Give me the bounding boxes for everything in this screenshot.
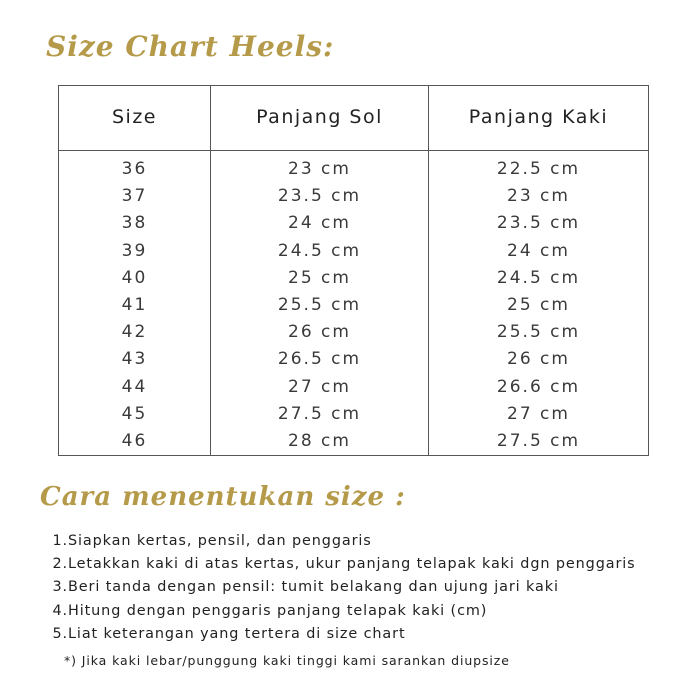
- step-text: Beri tanda dengan pensil: tumit belakang dan ujung jari kaki: [68, 579, 559, 596]
- page-title: Size Chart Heels:: [46, 30, 335, 63]
- sole-length-cell: 25 cm: [288, 267, 351, 288]
- size-cell: 41: [121, 294, 148, 315]
- step-number: 3.: [52, 579, 68, 596]
- size-cell: 40: [121, 267, 148, 288]
- instruction-step: [50, 600, 636, 623]
- size-cell: 46: [121, 430, 148, 451]
- sole-length-cell: 27.5 cm: [277, 403, 362, 424]
- size-cell: 45: [121, 403, 148, 424]
- foot-length-cell: 26 cm: [507, 349, 570, 370]
- foot-length-cell: 26.6 cm: [496, 376, 581, 397]
- sole-length-cell: 24 cm: [288, 213, 351, 234]
- sole-length-cell: 25.5 cm: [277, 294, 362, 315]
- sole-length-cell: 28 cm: [288, 430, 351, 451]
- step-text: Liat keterangan yang tertera di size chart: [68, 625, 406, 642]
- foot-length-cell: 25 cm: [507, 294, 570, 315]
- step-text: Siapkan kertas, pensil, dan penggaris: [68, 533, 372, 549]
- foot-length-cell: 23.5 cm: [496, 213, 581, 234]
- foot-length-cell: 27 cm: [507, 403, 570, 424]
- instruction-step: [50, 553, 636, 576]
- step-text: Letakkan kaki di atas kertas, ukur panjang telapak kaki dgn penggaris: [68, 556, 636, 573]
- size-cell: 43: [121, 349, 148, 370]
- size-cell: 44: [121, 376, 148, 397]
- foot-length-cell: 24 cm: [507, 240, 570, 261]
- sole-length-header: Panjang Sol: [256, 106, 383, 128]
- instruction-step: [50, 576, 636, 599]
- sole-length-cell: 24.5 cm: [277, 240, 362, 261]
- size-header: Size: [111, 106, 157, 128]
- instruction-step: [50, 530, 636, 553]
- sole-length-cell: 23.5 cm: [277, 186, 362, 207]
- step-number: 5.: [52, 625, 68, 642]
- sole-length-cell: 26.5 cm: [277, 349, 362, 370]
- sole-length-cell: 26 cm: [288, 322, 351, 343]
- instructions-title: Cara menentukan size :: [40, 482, 406, 512]
- sole-length-cell: 23 cm: [288, 159, 351, 179]
- foot-length-cell: 22.5 cm: [496, 159, 581, 179]
- foot-length-cell: 24.5 cm: [496, 267, 581, 288]
- size-cell: 39: [121, 240, 148, 261]
- step-text: Hitung dengan penggaris panjang telapak kaki (cm): [68, 602, 488, 619]
- sole-length-column: [211, 86, 428, 455]
- sole-length-values: [211, 156, 428, 455]
- step-number: 2.: [52, 556, 68, 573]
- foot-length-values: [429, 156, 648, 455]
- size-cell: 37: [121, 186, 148, 207]
- instruction-steps: [50, 530, 636, 646]
- foot-length-cell: 27.5 cm: [496, 430, 581, 451]
- size-values: [59, 156, 210, 455]
- foot-length-cell: 23 cm: [507, 186, 570, 207]
- footnote: *) Jika kaki lebar/punggung kaki tinggi kami sarankan diupsize: [64, 653, 510, 668]
- foot-length-column: [429, 86, 648, 455]
- step-number: 1.: [52, 533, 68, 549]
- step-number: 4.: [52, 602, 68, 619]
- foot-length-header: Panjang Kaki: [468, 106, 609, 128]
- size-cell: 36: [121, 159, 148, 179]
- size-chart-table: [58, 85, 649, 456]
- size-cell: 42: [121, 322, 148, 343]
- instruction-step: [50, 623, 636, 646]
- size-column: [59, 86, 210, 455]
- size-cell: 38: [121, 213, 148, 234]
- sole-length-cell: 27 cm: [288, 376, 351, 397]
- foot-length-cell: 25.5 cm: [496, 322, 581, 343]
